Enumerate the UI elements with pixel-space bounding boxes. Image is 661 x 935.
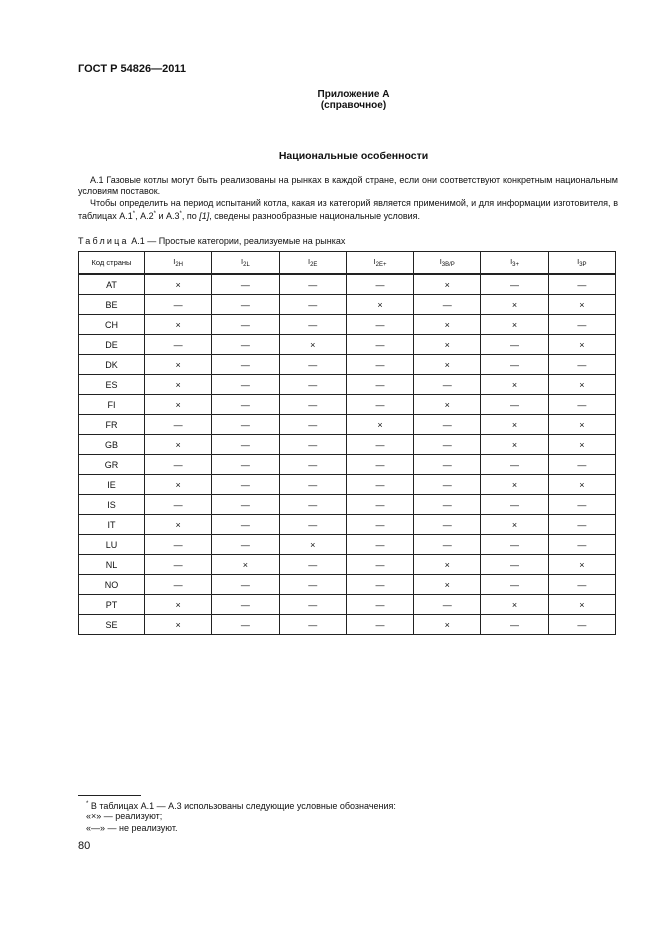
category-cell: — <box>548 315 615 335</box>
category-cell: — <box>548 495 615 515</box>
category-cell: — <box>212 575 279 595</box>
category-cell: × <box>481 415 548 435</box>
table-header-row <box>79 252 616 275</box>
category-cell: — <box>279 555 346 575</box>
category-cell: × <box>548 435 615 455</box>
table-row <box>79 515 616 535</box>
category-cell: — <box>279 274 346 295</box>
category-cell: — <box>481 555 548 575</box>
header-category <box>212 252 279 275</box>
section-title: Национальные особенности <box>278 150 429 162</box>
country-code-cell: IS <box>79 495 145 515</box>
category-cell: — <box>145 575 212 595</box>
category-cell: — <box>548 575 615 595</box>
header-category <box>481 252 548 275</box>
table-caption <box>78 236 345 246</box>
category-cell: × <box>145 595 212 615</box>
table-row <box>79 615 616 635</box>
category-cell: — <box>481 455 548 475</box>
category-cell: — <box>279 375 346 395</box>
header-category-sub: 2H <box>175 262 184 268</box>
category-cell: — <box>346 455 413 475</box>
category-cell: — <box>346 595 413 615</box>
category-cell: — <box>212 615 279 635</box>
category-cell: — <box>548 274 615 295</box>
category-cell: — <box>145 535 212 555</box>
category-cell: — <box>481 335 548 355</box>
footnote-marker: * <box>86 801 89 807</box>
category-cell: × <box>414 355 481 375</box>
table-row <box>79 555 616 575</box>
p2-part-e: , сведены разнообразные национальные условия. <box>209 211 421 221</box>
category-cell: — <box>414 495 481 515</box>
category-cell: — <box>145 295 212 315</box>
category-cell: — <box>346 274 413 295</box>
category-cell: — <box>279 355 346 375</box>
category-cell: — <box>548 355 615 375</box>
category-cell: — <box>481 615 548 635</box>
category-cell: × <box>279 335 346 355</box>
category-cell: — <box>346 495 413 515</box>
category-cell: — <box>279 295 346 315</box>
footnote-line-2: «×» — реализуют; <box>86 811 163 821</box>
category-cell: × <box>414 575 481 595</box>
table-row <box>79 435 616 455</box>
header-category-base: I <box>241 257 244 266</box>
table-row <box>79 475 616 495</box>
country-code-cell: LU <box>79 535 145 555</box>
table-row <box>79 315 616 335</box>
category-cell: — <box>145 555 212 575</box>
table-row <box>79 295 616 315</box>
category-cell: × <box>548 555 615 575</box>
table-caption-label: Таблица <box>78 236 129 246</box>
category-cell: — <box>481 575 548 595</box>
header-category <box>346 252 413 275</box>
category-cell: × <box>145 615 212 635</box>
p2-part-c: и А.3 <box>155 211 180 221</box>
table-row <box>79 415 616 435</box>
category-cell: — <box>212 335 279 355</box>
country-code-cell: AT <box>79 274 145 295</box>
category-cell: — <box>414 295 481 315</box>
table-row <box>79 335 616 355</box>
appendix-title: Приложение А <box>317 89 390 100</box>
category-cell: × <box>145 475 212 495</box>
header-category-sub: 2E+ <box>375 262 387 268</box>
header-category-sub: 3+ <box>512 262 520 268</box>
category-cell: — <box>548 395 615 415</box>
category-cell: × <box>548 295 615 315</box>
country-code-cell: CH <box>79 315 145 335</box>
header-category <box>548 252 615 275</box>
category-cell: × <box>414 615 481 635</box>
category-cell: — <box>414 455 481 475</box>
header-category-base: I <box>510 257 513 266</box>
category-cell: — <box>212 435 279 455</box>
appendix-subtitle: (справочное) <box>320 100 387 111</box>
category-cell: × <box>346 295 413 315</box>
category-cell: — <box>548 535 615 555</box>
category-cell: — <box>346 515 413 535</box>
category-cell: — <box>548 455 615 475</box>
table-row <box>79 355 616 375</box>
table-body <box>79 274 616 635</box>
category-cell: — <box>414 515 481 535</box>
category-cell: × <box>548 415 615 435</box>
category-cell: × <box>279 535 346 555</box>
category-cell: — <box>212 355 279 375</box>
category-cell: — <box>481 535 548 555</box>
category-cell: — <box>481 274 548 295</box>
category-cell: — <box>279 615 346 635</box>
categories-table <box>78 251 616 635</box>
category-cell: — <box>279 475 346 495</box>
category-cell: — <box>212 395 279 415</box>
category-cell: × <box>481 295 548 315</box>
category-cell: × <box>145 274 212 295</box>
table-row <box>79 575 616 595</box>
country-code-cell: IE <box>79 475 145 495</box>
table-row <box>79 535 616 555</box>
category-cell: × <box>145 355 212 375</box>
country-code-cell: FI <box>79 395 145 415</box>
header-category-base: I <box>439 257 442 266</box>
category-cell: × <box>548 335 615 355</box>
header-category-base: I <box>373 257 376 266</box>
category-cell: — <box>212 415 279 435</box>
category-cell: — <box>212 455 279 475</box>
country-code-cell: DE <box>79 335 145 355</box>
category-cell: × <box>548 375 615 395</box>
category-cell: — <box>414 415 481 435</box>
category-cell: — <box>346 355 413 375</box>
category-cell: — <box>145 495 212 515</box>
country-code-cell: NO <box>79 575 145 595</box>
category-cell: — <box>279 435 346 455</box>
page-number: 80 <box>78 840 91 852</box>
category-cell: — <box>279 455 346 475</box>
country-code-cell: GR <box>79 455 145 475</box>
category-cell: — <box>414 475 481 495</box>
category-cell: — <box>346 315 413 335</box>
header-category-sub: 3B/P <box>441 262 455 268</box>
category-cell: × <box>145 515 212 535</box>
country-code-cell: DK <box>79 355 145 375</box>
category-cell: — <box>346 475 413 495</box>
category-cell: × <box>414 315 481 335</box>
table-caption-text: А.1 — Простые категории, реализуемые на рынках <box>128 236 346 246</box>
category-cell: — <box>279 595 346 615</box>
p2-footnote-mark-2: * <box>153 211 156 217</box>
category-cell: × <box>481 375 548 395</box>
category-cell: — <box>279 315 346 335</box>
category-cell: — <box>414 535 481 555</box>
category-cell: — <box>279 575 346 595</box>
category-cell: — <box>414 595 481 615</box>
footnote-divider <box>78 795 141 796</box>
standard-code: ГОСТ Р 54826—2011 <box>78 63 186 75</box>
p2-footnote-mark-3: * <box>179 211 182 217</box>
header-category <box>145 252 212 275</box>
category-cell: — <box>212 475 279 495</box>
paragraph-a1: А.1 Газовые котлы могут быть реализованы на рынках в каждой стране, если они соответствуют конкретным национальным условиям поставок. <box>78 175 618 196</box>
p2-part-b: , А.2 <box>135 211 154 221</box>
category-cell: — <box>212 495 279 515</box>
category-cell: — <box>212 315 279 335</box>
footnote-text-1: В таблицах А.1 — А.3 использованы следующие условные обозначения: <box>88 801 396 811</box>
country-code-cell: FR <box>79 415 145 435</box>
category-cell: × <box>145 315 212 335</box>
country-code-cell: NL <box>79 555 145 575</box>
category-cell: × <box>548 595 615 615</box>
p2-part-a: Чтобы определить на период испытаний котла, какая из категорий является применимой, и для информации изготовителя, в таблицах А.1 <box>78 198 618 221</box>
category-cell: — <box>279 395 346 415</box>
category-cell: — <box>212 295 279 315</box>
header-country-code: Код страны <box>79 252 145 275</box>
category-cell: — <box>145 335 212 355</box>
country-code-cell: ES <box>79 375 145 395</box>
category-cell: — <box>279 495 346 515</box>
category-cell: — <box>346 555 413 575</box>
category-cell: × <box>548 475 615 495</box>
paragraph-a1-continued <box>78 198 618 222</box>
category-cell: — <box>481 355 548 375</box>
country-code-cell: PT <box>79 595 145 615</box>
category-cell: — <box>279 515 346 535</box>
category-cell: — <box>346 575 413 595</box>
category-cell: — <box>212 375 279 395</box>
header-category-sub: 3P <box>579 262 587 268</box>
p2-part-d: , по <box>181 211 200 221</box>
footnote-line-3: «—» — не реализуют. <box>86 823 178 833</box>
header-category-sub: 2E <box>310 262 318 268</box>
category-cell: — <box>548 515 615 535</box>
category-cell: — <box>481 395 548 415</box>
category-cell: × <box>414 555 481 575</box>
category-cell: — <box>346 375 413 395</box>
header-category-base: I <box>173 257 176 266</box>
category-cell: × <box>414 335 481 355</box>
table-row <box>79 274 616 295</box>
category-cell: × <box>212 555 279 575</box>
category-cell: × <box>414 395 481 415</box>
header-category-sub: 2L <box>243 262 250 268</box>
table-row <box>79 375 616 395</box>
p2-footnote-mark-1: * <box>132 211 136 217</box>
table-row <box>79 595 616 615</box>
category-cell: — <box>548 615 615 635</box>
category-cell: — <box>414 375 481 395</box>
category-cell: × <box>414 274 481 295</box>
header-category-base: I <box>577 257 580 266</box>
category-cell: × <box>145 395 212 415</box>
category-cell: — <box>346 435 413 455</box>
category-cell: × <box>481 595 548 615</box>
header-category <box>279 252 346 275</box>
country-code-cell: SE <box>79 615 145 635</box>
country-code-cell: BE <box>79 295 145 315</box>
category-cell: × <box>145 435 212 455</box>
country-code-cell: GB <box>79 435 145 455</box>
table-row <box>79 395 616 415</box>
category-cell: — <box>145 455 212 475</box>
header-category-base: I <box>307 257 311 266</box>
category-cell: — <box>212 535 279 555</box>
category-cell: × <box>481 315 548 335</box>
category-cell: — <box>481 495 548 515</box>
p2-reference: [1] <box>199 211 210 221</box>
category-cell: — <box>279 415 346 435</box>
appendix-heading <box>0 89 661 111</box>
category-cell: × <box>481 475 548 495</box>
category-cell: × <box>346 415 413 435</box>
category-cell: × <box>145 375 212 395</box>
category-cell: — <box>145 415 212 435</box>
table-row <box>79 455 616 475</box>
category-cell: — <box>212 515 279 535</box>
category-cell: — <box>346 395 413 415</box>
table-row <box>79 495 616 515</box>
category-cell: — <box>212 274 279 295</box>
category-cell: × <box>481 435 548 455</box>
category-cell: — <box>414 435 481 455</box>
category-cell: — <box>346 535 413 555</box>
category-cell: × <box>481 515 548 535</box>
country-code-cell: IT <box>79 515 145 535</box>
header-category <box>414 252 481 275</box>
category-cell: — <box>212 595 279 615</box>
category-cell: — <box>346 615 413 635</box>
category-cell: — <box>346 335 413 355</box>
